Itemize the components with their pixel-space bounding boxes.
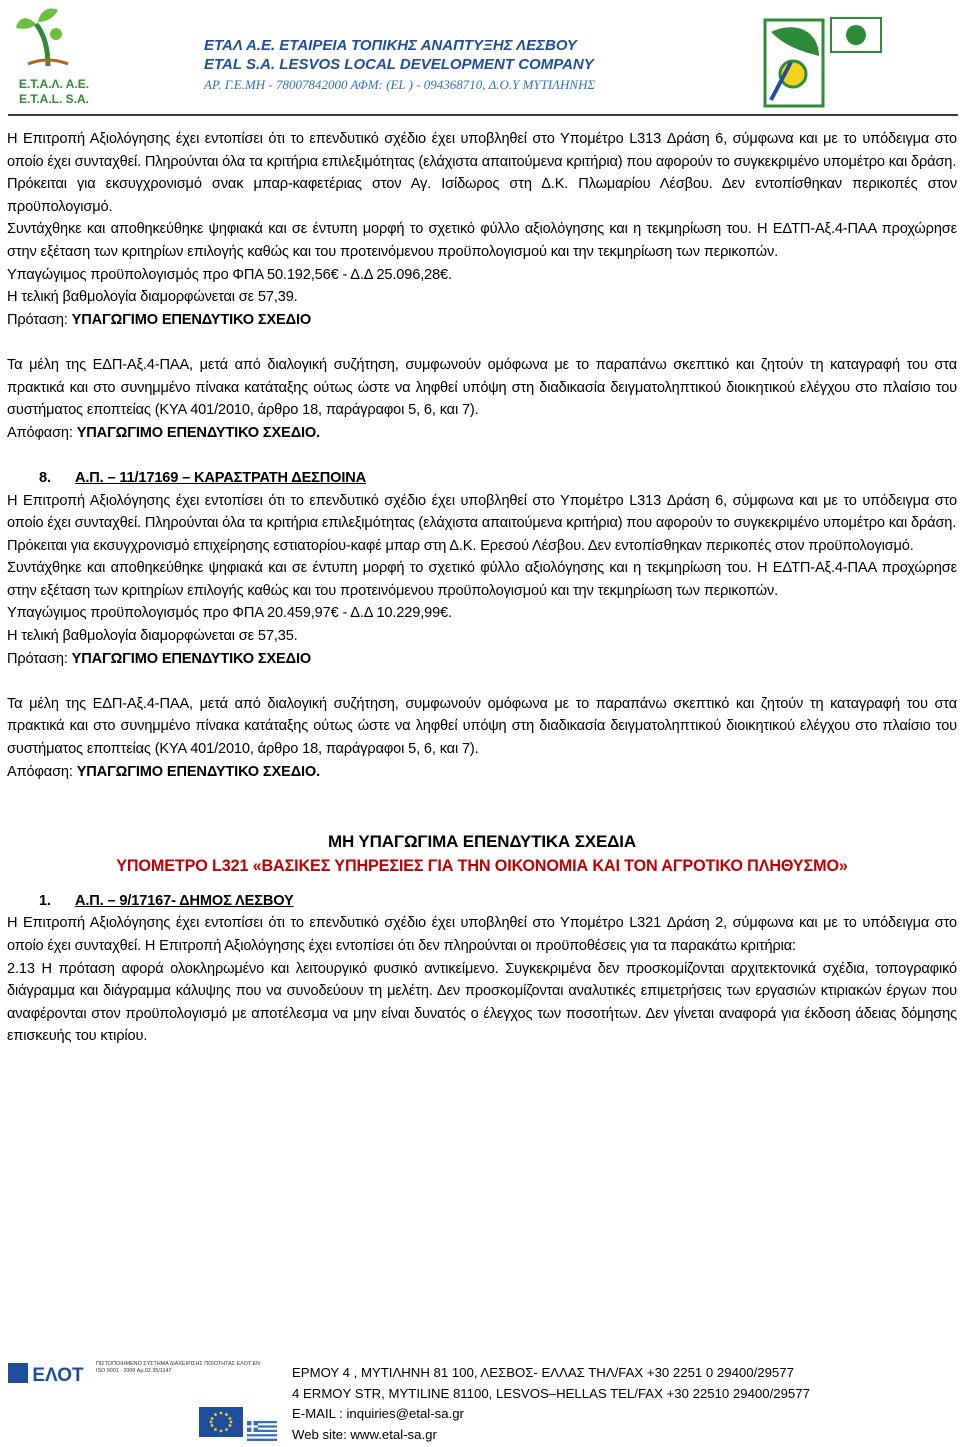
item8-paragraph3: Συντάχθηκε και αποθηκεύθηκε ψηφιακά και σε έντυπη μορφή το σχετικό φύλλο αξιολόγησης και η τεκμηρίωση του. Η ΕΔΤΠ-Αξ.4-ΠΑΑ προχώρησε στην εξέταση των κριτηρίων επιλογής καθώς και του προτεινόμενου προϋπολογισμού και την τεκμηρίωση των περικοπών. (7, 560, 957, 599)
block1-members: Τα μέλη της ΕΔΠ-Αξ.4-ΠΑΑ, μετά από διαλογική συζήτηση, συμφωνούν ομόφωνα με το παραπάνω σκεπτικό και ζητούν τη καταγραφή του στα πρακτικά και στο συνημμένο πίνακα κατάταξης ούτως ώστε να ληφθεί υπόψη στη διαδικασία δειγματοληπτικού διοικητικού ελέγχου στο πλαίσιο του συστήματος εποπτείας (ΚΥΑ 401/2010, άρθρο 18, παράγραφοι 5, 6, και 7). (7, 356, 957, 419)
company-name-greek: ΕΤΑΛ Α.Ε. ΕΤΑΙΡΕΙΑ ΤΟΠΙΚΗΣ ΑΝΑΠΤΥΞΗΣ ΛΕΣΒΟΥ (204, 37, 577, 54)
decision-label: Απόφαση: (7, 763, 77, 780)
item8-decision (7, 761, 957, 784)
footer-contact (292, 1363, 952, 1445)
block1-paragraph1: Η Επιτροπή Αξιολόγησης έχει εντοπίσει ότι το επενδυτικό σχέδιο έχει υποβληθεί στο Υπομέτρο L313 Δράση 6, σύμφωνα και με το υπόδειγμα στο οποίο έχει συνταχθεί. Πληρούνται όλα τα κριτήρια επιλεξιμότητας (ελάχιστα απαιτούμενα κριτήρια) που αφορούν το συγκεκριμένο υπομέτρο και δράση. (7, 131, 957, 170)
item8-proposal (7, 648, 957, 671)
etal-logo (8, 4, 100, 108)
item8-paragraph1: Η Επιτροπή Αξιολόγησης έχει εντοπίσει ότι το επενδυτικό σχέδιο έχει υποβληθεί στο Υπομέτρο L313 Δράση 6, σύμφωνα και με το υπόδειγμα στο οποίο έχει συνταχθεί. Πληρούνται όλα τα κριτήρια επιλεξιμότητας (ελάχιστα απαιτούμενα κριτήρια) που αφορούν το συγκεκριμένο υπομέτρο και δράση. (7, 492, 957, 532)
proposal-label: Πρόταση: (7, 650, 72, 667)
item1-title: Α.Π. – 9/17167- ΔΗΜΟΣ ΛΕΣΒΟΥ (75, 892, 294, 909)
elot-cert-text: ΠΙΣΤΟΠΟΙΗΜΕΝΟ ΣΥΣΤΗΜΑ ΔΙΑΧΕΙΡΙΣΗΣ ΠΟΙΟΤΗΤΑΣ ΕΛΟΤ ΕΝ ISO 9001 : 2008 Αρ.02.35/1147 (96, 1361, 260, 1374)
item8-paragraph2: Πρόκειται για εκσυγχρονισμό επιχείρησης εστιατορίου-καφέ μπαρ στη Δ.Κ. Ερεσού Λέσβου. Δεν εντοπίσθηκαν περικοπές στον προϋπολογισμό. (7, 537, 914, 554)
header-divider (8, 114, 958, 116)
footer-address-greek: ΕΡΜΟΥ 4 , ΜΥΤΙΛΗΝΗ 81 100, ΛΕΣΒΟΣ- ΕΛΛΑΣ ΤΗΛ/FAX +30 2251 0 29400/29577 (292, 1365, 794, 1380)
page-footer (0, 1355, 960, 1447)
item1-paragraph2: 2.13 Η πρόταση αφορά ολοκληρωμένο και λειτουργικό φυσικό αντικείμενο. Συγκεκριμένα δεν προσκομίζονται αρχιτεκτονικά σχέδια, τοπογραφικό διάγραμμα και διάγραμμα κάλυψης που να συνοδεύουν τη μελέτη. Δεν προσκομίζονται αναλυτικές επιμετρήσεις των εργασιών κτιριακών έργων που αναφέρονται στον προϋπολογισμό με αποτέλεσμα να μην είναι δυνατός ο έλεγχος των ποσοτήτων. Δεν γίνεται αναφορά για έκδοση άδειας δόμησης επισκευής του κτιρίου. (7, 960, 957, 1045)
registry-line: ΑΡ. Γ.Ε.ΜΗ - 78007842000 ΑΦΜ: (EL ) - 094368710, Δ.Ο.Υ ΜΥΤΙΛΗΝΗΣ (204, 77, 596, 92)
company-name-english: ETAL S.A. LESVOS LOCAL DEVELOPMENT COMPANY (204, 56, 594, 73)
section-subtitle: ΥΠΟΜΕΤΡΟ L321 «ΒΑΣΙΚΕΣ ΥΠΗΡΕΣΙΕΣ ΓΙΑ ΤΗΝ ΟΙΚΟΝΟΜΙΑ ΚΑΙ ΤΟΝ ΑΓΡΟΤΙΚΟ ΠΛΗΘΥΣΜΟ» (116, 856, 848, 875)
document-body (7, 128, 957, 1048)
emblem-icon (846, 25, 866, 45)
block1-budget: Υπαγώγιμος προϋπολογισμός προ ΦΠΑ 50.192,56€ - Δ.Δ 25.096,28€. (7, 266, 452, 283)
proposal-value: ΥΠΑΓΩΓΙΜΟ ΕΠΕΝΔΥΤΙΚΟ ΣΧΕΔΙΟ (71, 650, 312, 667)
eu-flag-icon (199, 1407, 243, 1437)
item8-heading (7, 467, 957, 490)
leader-logo (757, 12, 887, 112)
item1-number: 1. (39, 892, 51, 909)
footer-website[interactable]: Web site: www.etal-sa.gr (292, 1426, 437, 1442)
item1-heading (7, 890, 957, 913)
item1-paragraph1: Η Επιτροπή Αξιολόγησης έχει εντοπίσει ότι το επενδυτικό σχέδιο έχει υποβληθεί στο Υπομέτρο L321 Δράση 2, σύμφωνα και με το υπόδειγμα στο οποίο έχει συνταχθεί. Η Επιτροπή Αξιολόγησης έχει εντοπίσει ότι δεν πληρούνται οι προϋποθέσεις για τα παρακάτω κριτήρια: (7, 915, 957, 954)
decision-value: ΥΠΑΓΩΓΙΜΟ ΕΠΕΝΔΥΤΙΚΟ ΣΧΕΔΙΟ. (76, 763, 321, 780)
item8-number: 8. (39, 469, 51, 486)
section-title: ΜΗ ΥΠΑΓΩΓΙΜΑ ΕΠΕΝΔΥΤΙΚΑ ΣΧΕΔΙΑ (328, 831, 636, 851)
item8-members: Τα μέλη της ΕΔΠ-Αξ.4-ΠΑΑ, μετά από διαλογική συζήτηση, συμφωνούν ομόφωνα με το παραπάνω σκεπτικό και ζητούν τη καταγραφή του στα πρακτικά και στο συνημμένο πίνακα κατάταξης ούτως ώστε να ληφθεί υπόψη στη διαδικασία δειγματοληπτικού διοικητικού ελέγχου στο πλαίσιο του συστήματος εποπτείας (ΚΥΑ 401/2010, άρθρο 18, παράγραφοι 5, 6, και 7). (7, 695, 957, 758)
page-header (0, 0, 960, 112)
proposal-label: Πρόταση: (7, 311, 72, 328)
footer-address-english: 4 ERMOY STR, MYTILINE 81100, LESVOS–HELLAS TEL/FAX +30 22510 29400/29577 (292, 1385, 810, 1401)
proposal-value: ΥΠΑΓΩΓΙΜΟ ΕΠΕΝΔΥΤΙΚΟ ΣΧΕΔΙΟ (71, 311, 312, 328)
decision-value: ΥΠΑΓΩΓΙΜΟ ΕΠΕΝΔΥΤΙΚΟ ΣΧΕΔΙΟ. (76, 424, 321, 441)
item8-score: Η τελική βαθμολογία διαμορφώνεται σε 57,35. (7, 628, 298, 645)
greek-flag-icon (247, 1421, 277, 1441)
item8-title: Α.Π. – 11/17169 – ΚΑΡΑΣΤΡΑΤΗ ΔΕΣΠΟΙΝΑ (75, 469, 367, 486)
block1-paragraph2: Πρόκειται για εκσυγχρονισμό σνακ μπαρ-καφετέριας στον Αγ. Ισίδωρος στη Δ.Κ. Πλωμαρίου Λέσβου. Δεν εντοπίσθηκαν περικοπές στον προϋπολογισμό. (7, 176, 957, 215)
block1-score: Η τελική βαθμολογία διαμορφώνεται σε 57,39. (7, 289, 298, 306)
block1-proposal (7, 309, 957, 332)
elot-mark (8, 1363, 28, 1383)
elot-certification (6, 1357, 266, 1391)
footer-email[interactable]: E-MAIL : inquiries@etal-sa.gr (292, 1406, 464, 1421)
logo-line2: E.T.A.L. S.A. (18, 92, 90, 106)
logo-line1: Ε.Τ.Α.Λ. Α.Ε. (18, 77, 90, 91)
header-text (204, 36, 744, 96)
elot-logo (6, 1357, 90, 1389)
sprout-icon (16, 9, 68, 67)
decision-label: Απόφαση: (7, 424, 77, 441)
item8-budget: Υπαγώγιμος προϋπολογισμός προ ΦΠΑ 20.459,97€ - Δ.Δ 10.229,99€. (7, 605, 452, 622)
block1-decision (7, 422, 957, 445)
elot-brand: ΕΛΟΤ (32, 1365, 84, 1386)
block1-paragraph3: Συντάχθηκε και αποθηκεύθηκε ψηφιακά και σε έντυπη μορφή το σχετικό φύλλο αξιολόγησης και η τεκμηρίωση του. Η ΕΔΤΠ-Αξ.4-ΠΑΑ προχώρησε στην εξέταση των κριτηρίων επιλογής καθώς και του προτεινόμενου προϋπολογισμού και την τεκμηρίωση των περικοπών. (7, 221, 957, 260)
